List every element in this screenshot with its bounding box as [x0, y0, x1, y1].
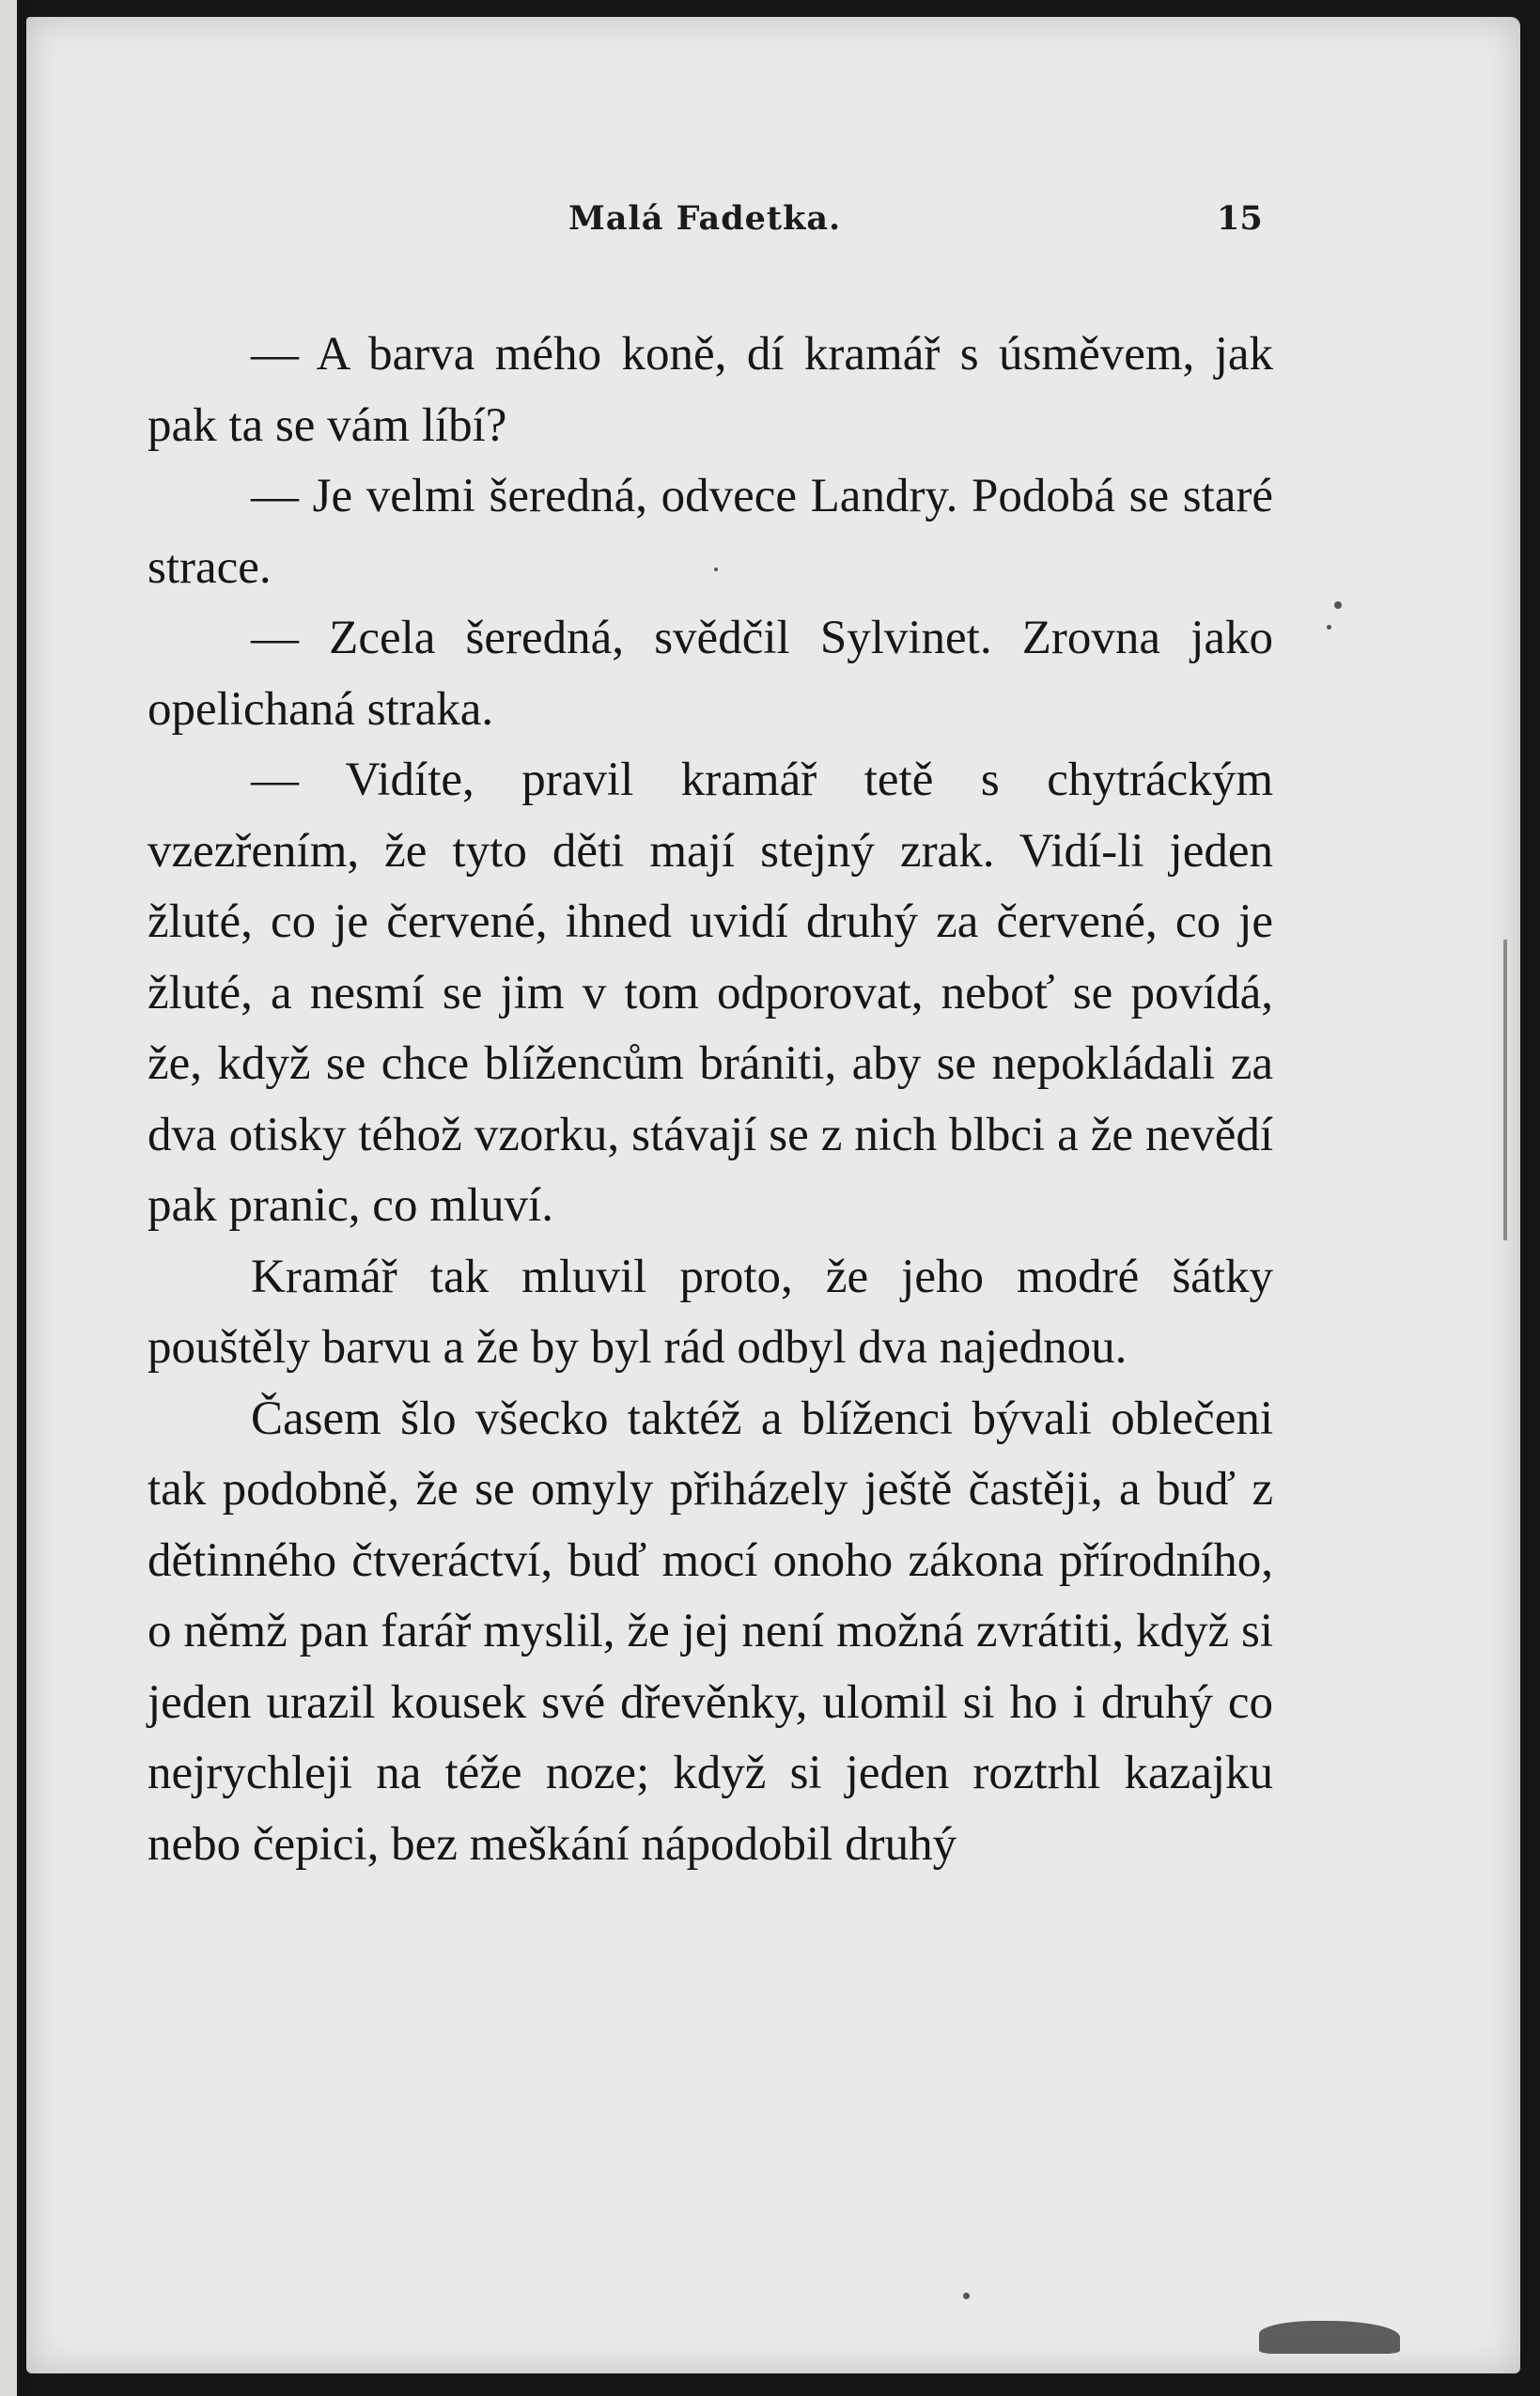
paragraph: — Vidíte, pravil kramář tetě s chytráckým vzezřením, že tyto děti mají stejný zrak. Vidí-li jeden žluté, co je červené, ihned uvidí druhý za červené, co je žluté, a nesmí se jim v tom odporovat, neboť se povídá, že, když se chce blížencům brániti, aby se nepokládali za dva otisky téhož vzorku, stávají se z nich blbci a že nevědí pak pranic, co mluví. [148, 754, 1273, 1232]
paragraph: — Je velmi šeredná, odvece Landry. Podobá se staré strace. [148, 470, 1273, 594]
scan-speck [1334, 601, 1342, 609]
scan-speck [714, 568, 718, 571]
page-number: 15 [1217, 199, 1263, 238]
paragraph: Kramář tak mluvil proto, že jeho modré šátky pouštěly barvu a že by byl rád odbyl dva najednou. [148, 1250, 1273, 1374]
scan-edge-mark [1259, 2321, 1400, 2354]
scan-speck [963, 2293, 970, 2299]
running-title: Malá Fadetka. [568, 199, 842, 238]
paragraph: — A barva mého koně, dí kramář s úsměvem, jak pak ta se vám líbí? [148, 328, 1273, 452]
scan-edge-mark [1503, 940, 1507, 1240]
body-text [148, 319, 1273, 1880]
page-header [0, 199, 1540, 256]
scan-speck [1327, 625, 1331, 630]
paragraph: Časem šlo všecko taktéž a blíženci bývali oblečeni tak podobně, že se omyly přiházely ještě častěji, a buď z dětinného čtveráctví, buď mocí onoho zákona přírodního, o němž pan farář myslil, že jej není možná zvrátiti, když si jeden urazil kousek své dřevěnky, ulomil si ho i druhý co nejrychleji na téže noze; když si jeden roztrhl kazajku nebo čepici, bez meškání nápodobil druhý [148, 1392, 1273, 1871]
paragraph: — Zcela šeredná, svědčil Sylvinet. Zrovna jako opelichaná straka. [148, 612, 1273, 736]
